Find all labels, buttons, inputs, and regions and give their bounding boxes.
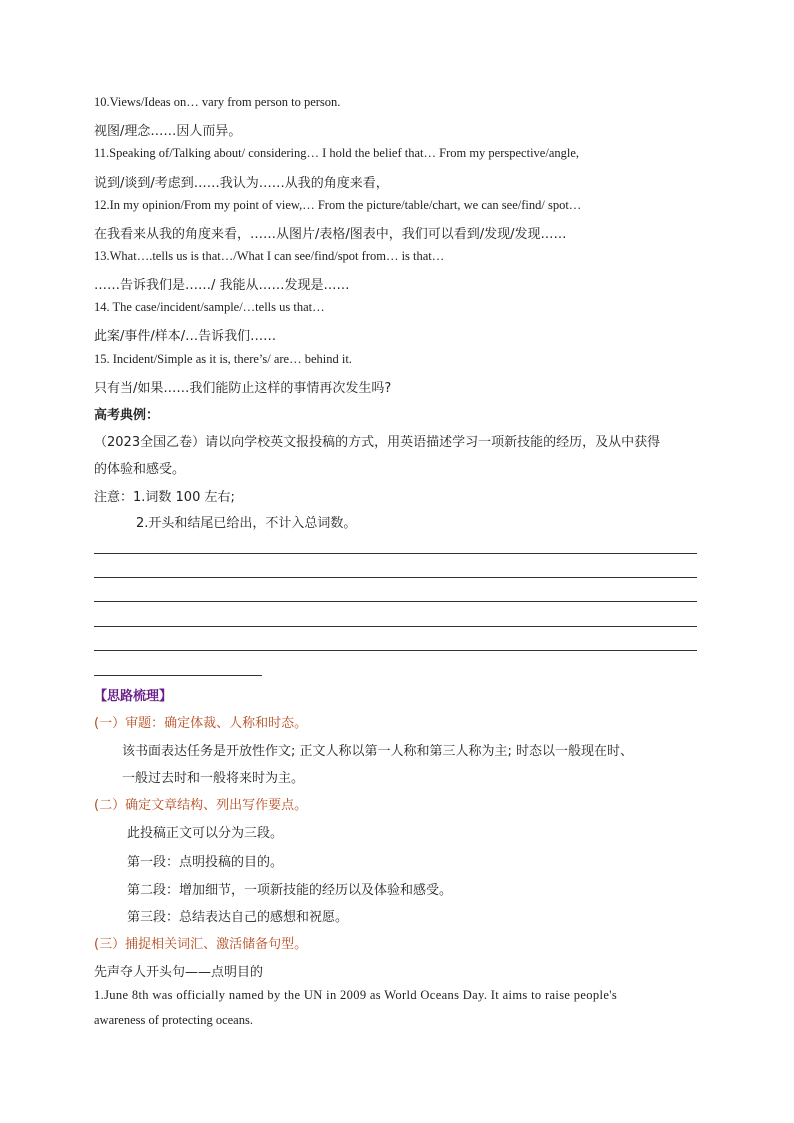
exam-prompt-line2: 的体验和感受。 xyxy=(94,462,186,477)
section-2-para-1: 第一段：点明投稿的目的。 xyxy=(127,855,284,870)
section-2-para-2: 第二段：增加细节，一项新技能的经历以及体验和感受。 xyxy=(127,883,453,898)
phrase-14-zh: 此案/事件/样本/…告诉我们…… xyxy=(94,329,277,344)
section-1-title: (一）审题：确定体裁、人称和时态。 xyxy=(94,716,308,731)
section-2-title: (二）确定文章结构、列出写作要点。 xyxy=(94,798,308,813)
section-1-body-line2: 一般过去时和一般将来时为主。 xyxy=(122,771,305,786)
answer-line-short xyxy=(94,675,262,676)
phrase-13-zh: ……告诉我们是……/ 我能从……发现是…… xyxy=(94,278,350,293)
exam-prompt-line1: （2023全国乙卷）请以向学校英文报投稿的方式，用英语描述学习一项新技能的经历，及从中获得 xyxy=(94,435,661,450)
answer-line xyxy=(94,626,697,627)
section-2-intro: 此投稿正文可以分为三段。 xyxy=(127,826,284,841)
section-2-para-3: 第三段：总结表达自己的感想和祝愿。 xyxy=(127,910,349,925)
phrase-11-en: 11.Speaking of/Talking about/ considering… I hold the belief that… From my perspective/angle, xyxy=(94,146,580,160)
phrase-14-en: 14. The case/incident/sample/…tells us that… xyxy=(94,300,325,314)
section-3-title: (三）捕捉相关词汇、激活储备句型。 xyxy=(94,937,308,952)
phrase-12-en: 12.In my opinion/From my point of view,… From the picture/table/chart, we can see/find/ spot… xyxy=(94,198,582,212)
phrase-13-en: 13.What….tells us is that…/What I can see/find/spot from… is that… xyxy=(94,249,445,263)
answer-line xyxy=(94,601,697,602)
example-sentence-line1: 1.June 8th was officially named by the UN in 2009 as World Oceans Day. It aims to raise people's xyxy=(94,988,618,1002)
opening-heading: 先声夺人开头句——点明目的 xyxy=(94,965,264,980)
answer-line xyxy=(94,553,697,554)
exam-note-1: 注意：1.词数 100 左右; xyxy=(94,490,235,505)
phrase-15-zh: 只有当/如果……我们能防止这样的事情再次发生吗? xyxy=(94,381,392,396)
exam-note-2: 2.开头和结尾已给出，不计入总词数。 xyxy=(136,516,357,531)
answer-line xyxy=(94,650,697,651)
answer-line xyxy=(94,577,697,578)
phrase-11-zh: 说到/谈到/考虑到……我认为……从我的角度来看， xyxy=(94,176,389,191)
phrase-12-zh: 在我看来从我的角度来看，……从图片/表格/图表中，我们可以看到/发现/发现…… xyxy=(94,227,567,242)
phrase-15-en: 15. Incident/Simple as it is, there’s/ are… behind it. xyxy=(94,352,352,366)
exam-heading: 高考典例： xyxy=(94,408,160,423)
section-1-body-line1: 该书面表达任务是开放性作文; 正文人称以第一人称和第三人称为主; 时态以一般现在时、 xyxy=(122,744,634,759)
example-sentence-line2: awareness of protecting oceans. xyxy=(94,1013,253,1027)
phrase-10-zh: 视图/理念……因人而异。 xyxy=(94,124,242,139)
phrase-10-en: 10.Views/Ideas on… vary from person to person. xyxy=(94,95,341,109)
analysis-heading: 【思路梳理】 xyxy=(94,689,173,704)
